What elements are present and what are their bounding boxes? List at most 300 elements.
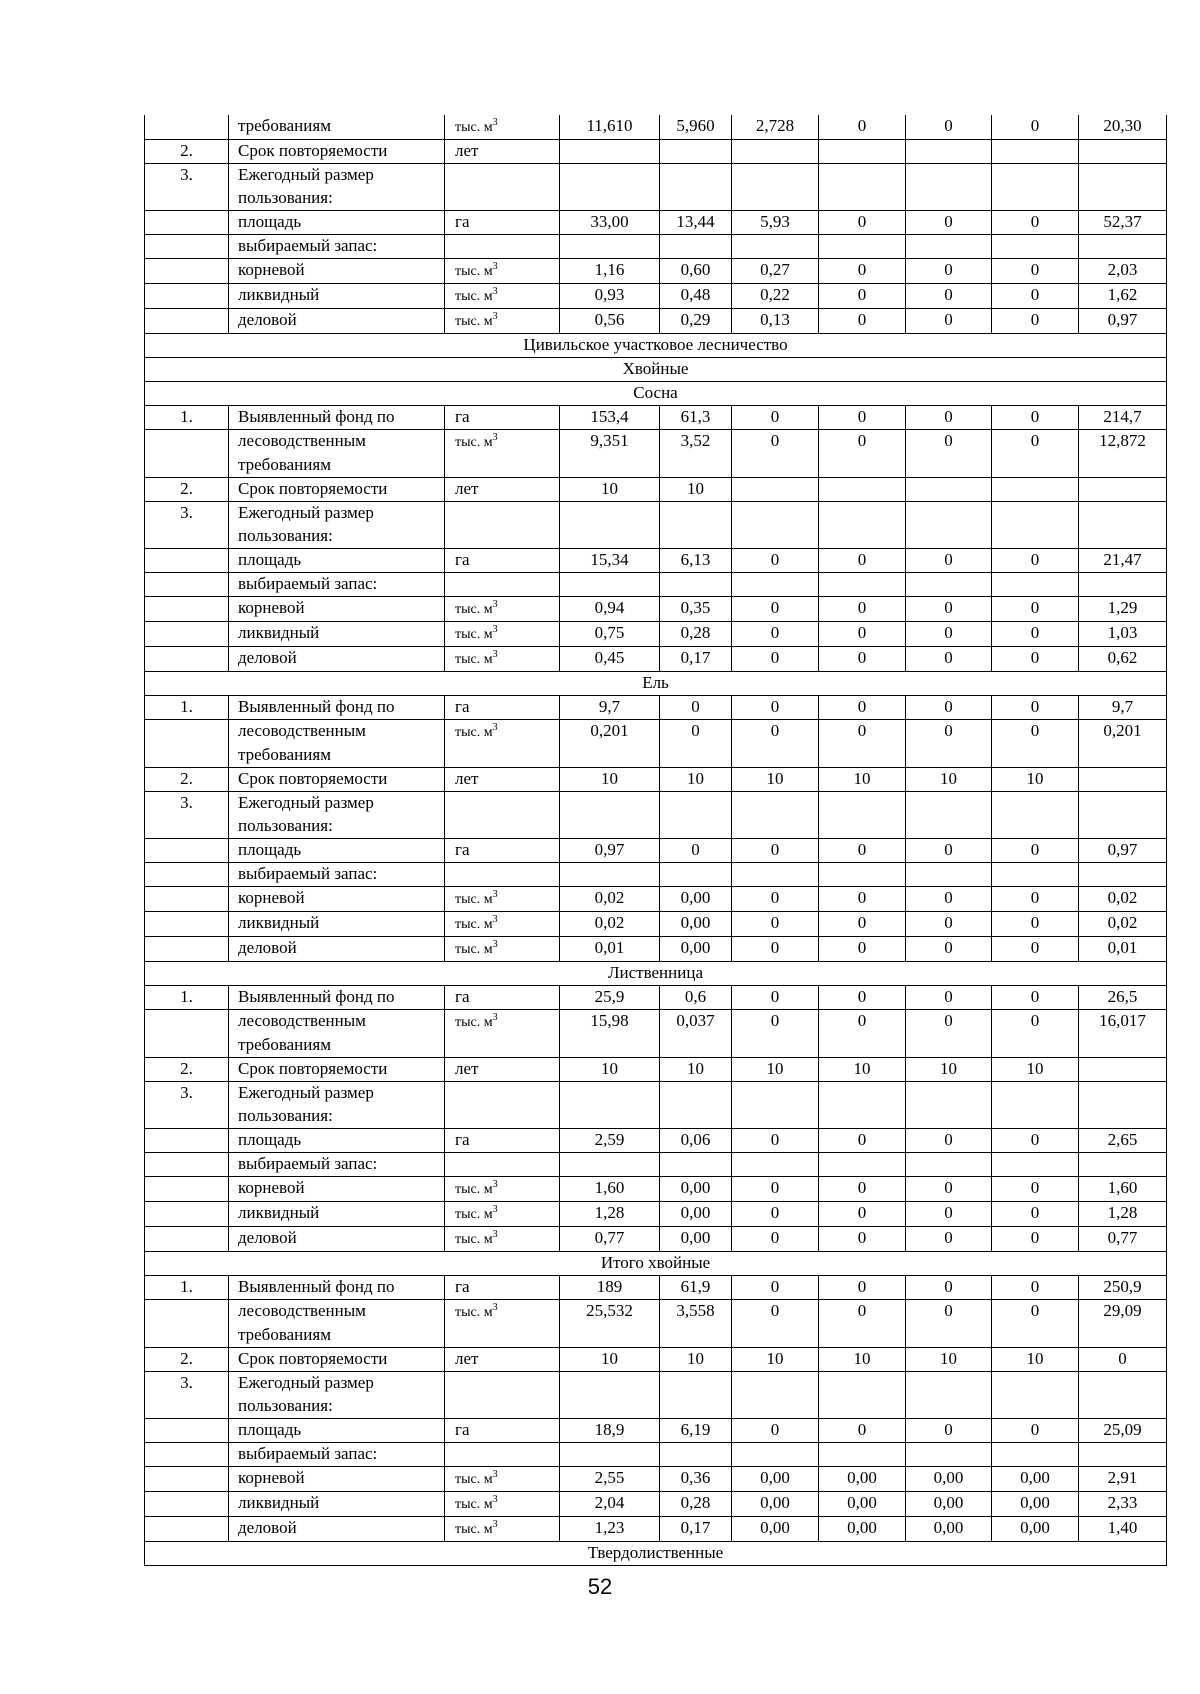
unit-superscript: 3 bbox=[492, 286, 498, 297]
value-cell bbox=[660, 1153, 732, 1177]
unit-cell bbox=[445, 768, 560, 792]
value-cell: 1,16 bbox=[560, 259, 660, 284]
unit-cell bbox=[445, 1443, 560, 1467]
indicator-name-cell: корневой bbox=[229, 259, 445, 284]
unit-cell bbox=[445, 1153, 560, 1177]
unit-superscript: 3 bbox=[492, 1494, 498, 1505]
value-cell: 10 bbox=[992, 768, 1079, 792]
value-cell bbox=[560, 1372, 660, 1396]
value-cell: 1,03 bbox=[1079, 622, 1167, 647]
value-cell bbox=[560, 1443, 660, 1467]
unit-text: тыс. м bbox=[455, 264, 493, 279]
value-cell: 21,47 bbox=[1079, 549, 1167, 573]
row-number-cell bbox=[145, 1300, 229, 1325]
value-cell bbox=[560, 454, 660, 478]
row-number-cell bbox=[145, 284, 229, 309]
value-cell: 6,19 bbox=[660, 1419, 732, 1443]
value-cell: 0 bbox=[906, 696, 992, 720]
unit-superscript: 3 bbox=[492, 117, 498, 128]
value-cell: 0 bbox=[819, 406, 906, 430]
value-cell bbox=[1079, 1443, 1167, 1467]
unit-cell bbox=[445, 115, 560, 140]
section-title: Цивильское участковое лесничество bbox=[145, 334, 1167, 358]
value-cell: 0,00 bbox=[906, 1517, 992, 1542]
value-cell: 0 bbox=[906, 1300, 992, 1325]
indicator-name-cell: требованиям bbox=[229, 1324, 445, 1348]
unit-cell bbox=[445, 986, 560, 1010]
row-number-cell bbox=[145, 1153, 229, 1177]
value-cell bbox=[906, 1443, 992, 1467]
value-cell bbox=[819, 478, 906, 502]
value-cell bbox=[732, 140, 819, 164]
value-cell bbox=[732, 1443, 819, 1467]
unit-cell bbox=[445, 211, 560, 235]
value-cell: 10 bbox=[732, 1348, 819, 1372]
section-header-row bbox=[145, 382, 1167, 406]
value-cell: 0 bbox=[992, 986, 1079, 1010]
value-cell: 9,351 bbox=[560, 430, 660, 455]
value-cell: 1,62 bbox=[1079, 284, 1167, 309]
unit-text: лет bbox=[455, 1349, 479, 1368]
row-number-cell bbox=[145, 1492, 229, 1517]
row-number-cell: 1. bbox=[145, 406, 229, 430]
value-cell: 13,44 bbox=[660, 211, 732, 235]
value-cell: 0 bbox=[906, 720, 992, 745]
section-header-row bbox=[145, 358, 1167, 382]
row-number-cell bbox=[145, 1034, 229, 1058]
unit-cell bbox=[445, 1082, 560, 1106]
table-row bbox=[145, 1010, 1167, 1035]
value-cell: 0 bbox=[819, 1227, 906, 1252]
value-cell: 0,22 bbox=[732, 284, 819, 309]
section-header-row bbox=[145, 1252, 1167, 1276]
table-row bbox=[145, 1443, 1167, 1467]
value-cell: 1,28 bbox=[560, 1202, 660, 1227]
value-cell: 0 bbox=[819, 1276, 906, 1300]
indicator-name-cell: площадь bbox=[229, 839, 445, 863]
value-cell: 0 bbox=[992, 647, 1079, 672]
indicator-name-cell: корневой bbox=[229, 597, 445, 622]
value-cell bbox=[906, 573, 992, 597]
unit-superscript: 3 bbox=[492, 1302, 498, 1313]
value-cell bbox=[819, 1324, 906, 1348]
value-cell bbox=[732, 525, 819, 549]
value-cell: 0,00 bbox=[906, 1492, 992, 1517]
value-cell: 25,09 bbox=[1079, 1419, 1167, 1443]
row-number-cell bbox=[145, 454, 229, 478]
indicator-name-cell: лесоводственным bbox=[229, 430, 445, 455]
indicator-name-cell: Срок повторяемости bbox=[229, 1348, 445, 1372]
value-cell bbox=[819, 525, 906, 549]
value-cell bbox=[906, 525, 992, 549]
value-cell bbox=[560, 1395, 660, 1419]
indicator-name-cell: требованиям bbox=[229, 744, 445, 768]
value-cell: 2,59 bbox=[560, 1129, 660, 1153]
value-cell bbox=[660, 1324, 732, 1348]
value-cell bbox=[660, 1034, 732, 1058]
table-row bbox=[145, 768, 1167, 792]
value-cell: 16,017 bbox=[1079, 1010, 1167, 1035]
value-cell: 0 bbox=[732, 1276, 819, 1300]
unit-cell bbox=[445, 259, 560, 284]
value-cell bbox=[560, 140, 660, 164]
row-number-cell bbox=[145, 1227, 229, 1252]
value-cell: 0,6 bbox=[660, 986, 732, 1010]
value-cell bbox=[819, 792, 906, 816]
row-number-cell bbox=[145, 622, 229, 647]
value-cell: 0,36 bbox=[660, 1467, 732, 1492]
value-cell: 0 bbox=[906, 1129, 992, 1153]
unit-superscript: 3 bbox=[492, 889, 498, 900]
table-row bbox=[145, 140, 1167, 164]
row-number-cell bbox=[145, 187, 229, 211]
value-cell bbox=[819, 1153, 906, 1177]
value-cell: 0 bbox=[732, 912, 819, 937]
value-cell: 25,532 bbox=[560, 1300, 660, 1325]
table-row bbox=[145, 1419, 1167, 1443]
section-title: Лиственница bbox=[145, 962, 1167, 986]
unit-cell bbox=[445, 1058, 560, 1082]
value-cell: 0 bbox=[732, 1177, 819, 1202]
unit-superscript: 3 bbox=[492, 914, 498, 925]
unit-cell bbox=[445, 1276, 560, 1300]
indicator-name-cell: лесоводственным bbox=[229, 1010, 445, 1035]
value-cell bbox=[819, 454, 906, 478]
value-cell: 10 bbox=[819, 1348, 906, 1372]
value-cell: 0,35 bbox=[660, 597, 732, 622]
value-cell: 2,91 bbox=[1079, 1467, 1167, 1492]
value-cell bbox=[660, 1395, 732, 1419]
value-cell: 250,9 bbox=[1079, 1276, 1167, 1300]
value-cell: 10 bbox=[660, 1058, 732, 1082]
value-cell bbox=[660, 815, 732, 839]
unit-cell bbox=[445, 573, 560, 597]
value-cell: 9,7 bbox=[1079, 696, 1167, 720]
indicator-name-cell: Срок повторяемости bbox=[229, 1058, 445, 1082]
value-cell bbox=[992, 573, 1079, 597]
unit-cell bbox=[445, 1419, 560, 1443]
value-cell: 0 bbox=[992, 115, 1079, 140]
unit-text: га bbox=[455, 1420, 470, 1439]
value-cell bbox=[906, 478, 992, 502]
table-row bbox=[145, 1227, 1167, 1252]
table-row bbox=[145, 259, 1167, 284]
unit-cell bbox=[445, 1010, 560, 1035]
value-cell bbox=[819, 140, 906, 164]
value-cell: 0,17 bbox=[660, 647, 732, 672]
unit-text: тыс. м bbox=[455, 627, 493, 642]
unit-text: га bbox=[455, 212, 470, 231]
unit-cell bbox=[445, 164, 560, 188]
unit-cell bbox=[445, 1202, 560, 1227]
value-cell: 0 bbox=[992, 259, 1079, 284]
value-cell: 0 bbox=[992, 720, 1079, 745]
value-cell: 0 bbox=[819, 720, 906, 745]
value-cell bbox=[560, 1105, 660, 1129]
value-cell: 0 bbox=[732, 887, 819, 912]
value-cell bbox=[560, 164, 660, 188]
value-cell bbox=[819, 815, 906, 839]
value-cell: 1,29 bbox=[1079, 597, 1167, 622]
value-cell: 0 bbox=[732, 1129, 819, 1153]
value-cell: 2,55 bbox=[560, 1467, 660, 1492]
indicator-name-cell: Ежегодный размер bbox=[229, 502, 445, 526]
unit-text: га bbox=[455, 1277, 470, 1296]
indicator-name-cell: лесоводственным bbox=[229, 1300, 445, 1325]
value-cell: 0 bbox=[819, 284, 906, 309]
unit-cell bbox=[445, 792, 560, 816]
indicator-name-cell: корневой bbox=[229, 887, 445, 912]
value-cell bbox=[660, 1082, 732, 1106]
unit-cell bbox=[445, 1034, 560, 1058]
value-cell: 0 bbox=[992, 887, 1079, 912]
value-cell bbox=[1079, 1395, 1167, 1419]
value-cell: 0 bbox=[732, 597, 819, 622]
table-row bbox=[145, 454, 1167, 478]
value-cell bbox=[1079, 235, 1167, 259]
value-cell bbox=[819, 1372, 906, 1396]
table-row bbox=[145, 1276, 1167, 1300]
value-cell: 0 bbox=[819, 597, 906, 622]
value-cell: 0,201 bbox=[1079, 720, 1167, 745]
section-title: Ель bbox=[145, 672, 1167, 696]
value-cell: 0,00 bbox=[660, 887, 732, 912]
value-cell: 0,00 bbox=[819, 1467, 906, 1492]
value-cell: 0 bbox=[819, 839, 906, 863]
value-cell: 0 bbox=[992, 1276, 1079, 1300]
value-cell bbox=[906, 1105, 992, 1129]
row-number-cell bbox=[145, 1467, 229, 1492]
unit-cell bbox=[445, 863, 560, 887]
row-number-cell bbox=[145, 815, 229, 839]
value-cell bbox=[992, 1372, 1079, 1396]
value-cell bbox=[732, 815, 819, 839]
value-cell: 0,00 bbox=[732, 1492, 819, 1517]
value-cell: 0 bbox=[992, 696, 1079, 720]
value-cell: 0 bbox=[732, 430, 819, 455]
value-cell bbox=[560, 187, 660, 211]
indicator-name-cell: ликвидный bbox=[229, 284, 445, 309]
value-cell: 10 bbox=[992, 1348, 1079, 1372]
unit-cell bbox=[445, 235, 560, 259]
section-title: Хвойные bbox=[145, 358, 1167, 382]
table-row bbox=[145, 1300, 1167, 1325]
value-cell: 0 bbox=[732, 696, 819, 720]
value-cell: 0,93 bbox=[560, 284, 660, 309]
value-cell bbox=[560, 863, 660, 887]
row-number-cell bbox=[145, 1105, 229, 1129]
value-cell: 10 bbox=[560, 1058, 660, 1082]
value-cell: 0 bbox=[906, 309, 992, 334]
indicator-name-cell: Выявленный фонд по bbox=[229, 1276, 445, 1300]
value-cell bbox=[1079, 140, 1167, 164]
value-cell bbox=[906, 164, 992, 188]
table-row bbox=[145, 309, 1167, 334]
value-cell: 0 bbox=[819, 912, 906, 937]
indicator-name-cell: пользования: bbox=[229, 1105, 445, 1129]
value-cell: 0,00 bbox=[660, 1227, 732, 1252]
value-cell: 0 bbox=[732, 1202, 819, 1227]
indicator-name-cell: лесоводственным bbox=[229, 720, 445, 745]
indicator-name-cell: Выявленный фонд по bbox=[229, 986, 445, 1010]
value-cell: 0,00 bbox=[732, 1467, 819, 1492]
table-row bbox=[145, 115, 1167, 140]
value-cell: 0,02 bbox=[1079, 912, 1167, 937]
value-cell bbox=[819, 1082, 906, 1106]
page-number: 52 bbox=[587, 1574, 613, 1599]
value-cell: 0,94 bbox=[560, 597, 660, 622]
unit-cell bbox=[445, 647, 560, 672]
value-cell: 0 bbox=[819, 986, 906, 1010]
unit-cell bbox=[445, 622, 560, 647]
value-cell: 0,77 bbox=[560, 1227, 660, 1252]
table-row bbox=[145, 937, 1167, 962]
value-cell: 10 bbox=[732, 768, 819, 792]
table-row bbox=[145, 792, 1167, 816]
value-cell bbox=[732, 1153, 819, 1177]
unit-cell bbox=[445, 525, 560, 549]
table-row bbox=[145, 1105, 1167, 1129]
value-cell: 0 bbox=[906, 1276, 992, 1300]
value-cell: 10 bbox=[819, 768, 906, 792]
value-cell: 0 bbox=[660, 696, 732, 720]
table-row bbox=[145, 1034, 1167, 1058]
value-cell bbox=[819, 1105, 906, 1129]
table-row bbox=[145, 1395, 1167, 1419]
value-cell bbox=[992, 1395, 1079, 1419]
value-cell: 10 bbox=[906, 1058, 992, 1082]
indicator-name-cell: площадь bbox=[229, 211, 445, 235]
row-number-cell bbox=[145, 259, 229, 284]
unit-cell bbox=[445, 187, 560, 211]
row-number-cell bbox=[145, 549, 229, 573]
value-cell: 10 bbox=[906, 768, 992, 792]
value-cell bbox=[819, 187, 906, 211]
value-cell bbox=[560, 792, 660, 816]
value-cell bbox=[1079, 1324, 1167, 1348]
row-number-cell bbox=[145, 525, 229, 549]
unit-cell bbox=[445, 815, 560, 839]
value-cell bbox=[560, 815, 660, 839]
value-cell bbox=[992, 502, 1079, 526]
value-cell: 0 bbox=[819, 887, 906, 912]
value-cell: 0 bbox=[992, 406, 1079, 430]
value-cell: 5,93 bbox=[732, 211, 819, 235]
unit-cell bbox=[445, 1372, 560, 1396]
unit-cell bbox=[445, 1129, 560, 1153]
value-cell: 0 bbox=[992, 549, 1079, 573]
row-number-cell bbox=[145, 211, 229, 235]
value-cell: 10 bbox=[560, 478, 660, 502]
unit-text: тыс. м bbox=[455, 1207, 493, 1222]
table-row bbox=[145, 187, 1167, 211]
value-cell bbox=[906, 502, 992, 526]
unit-text: тыс. м bbox=[455, 942, 493, 957]
value-cell: 0 bbox=[1079, 1348, 1167, 1372]
row-number-cell: 3. bbox=[145, 164, 229, 188]
indicator-name-cell: пользования: bbox=[229, 187, 445, 211]
row-number-cell bbox=[145, 1395, 229, 1419]
unit-cell bbox=[445, 309, 560, 334]
table-row bbox=[145, 525, 1167, 549]
value-cell bbox=[560, 502, 660, 526]
indicator-name-cell: пользования: bbox=[229, 1395, 445, 1419]
value-cell: 0,27 bbox=[732, 259, 819, 284]
unit-text: га bbox=[455, 697, 470, 716]
value-cell: 0 bbox=[819, 115, 906, 140]
indicator-name-cell: требованиям bbox=[229, 454, 445, 478]
row-number-cell: 3. bbox=[145, 1082, 229, 1106]
value-cell: 1,60 bbox=[1079, 1177, 1167, 1202]
value-cell: 0 bbox=[992, 1010, 1079, 1035]
value-cell: 0,62 bbox=[1079, 647, 1167, 672]
value-cell: 10 bbox=[732, 1058, 819, 1082]
value-cell bbox=[906, 1372, 992, 1396]
value-cell: 0,00 bbox=[819, 1492, 906, 1517]
value-cell: 0 bbox=[660, 720, 732, 745]
unit-cell bbox=[445, 478, 560, 502]
value-cell: 0 bbox=[819, 430, 906, 455]
value-cell bbox=[819, 744, 906, 768]
value-cell: 0,00 bbox=[992, 1467, 1079, 1492]
value-cell: 0 bbox=[732, 647, 819, 672]
value-cell: 0 bbox=[819, 1300, 906, 1325]
value-cell bbox=[660, 525, 732, 549]
row-number-cell bbox=[145, 744, 229, 768]
indicator-name-cell: пользования: bbox=[229, 525, 445, 549]
unit-superscript: 3 bbox=[492, 722, 498, 733]
value-cell bbox=[732, 164, 819, 188]
value-cell bbox=[560, 525, 660, 549]
unit-cell bbox=[445, 887, 560, 912]
unit-text: лет bbox=[455, 479, 479, 498]
value-cell: 0,06 bbox=[660, 1129, 732, 1153]
value-cell: 0 bbox=[732, 622, 819, 647]
value-cell: 0 bbox=[732, 549, 819, 573]
value-cell bbox=[1079, 1058, 1167, 1082]
value-cell: 29,09 bbox=[1079, 1300, 1167, 1325]
value-cell bbox=[732, 863, 819, 887]
unit-text: лет bbox=[455, 769, 479, 788]
value-cell bbox=[1079, 768, 1167, 792]
section-title: Сосна bbox=[145, 382, 1167, 406]
value-cell bbox=[819, 1443, 906, 1467]
value-cell: 0 bbox=[732, 839, 819, 863]
indicator-name-cell: выбираемый запас: bbox=[229, 1443, 445, 1467]
indicator-name-cell: Срок повторяемости bbox=[229, 478, 445, 502]
forest-fund-table bbox=[144, 115, 1167, 1566]
unit-cell bbox=[445, 1227, 560, 1252]
row-number-cell: 2. bbox=[145, 140, 229, 164]
value-cell: 25,9 bbox=[560, 986, 660, 1010]
value-cell: 0,02 bbox=[560, 912, 660, 937]
table-row bbox=[145, 1202, 1167, 1227]
unit-superscript: 3 bbox=[492, 1469, 498, 1480]
indicator-name-cell: площадь bbox=[229, 1129, 445, 1153]
unit-text: тыс. м bbox=[455, 314, 493, 329]
value-cell bbox=[560, 1153, 660, 1177]
indicator-name-cell: Ежегодный размер bbox=[229, 792, 445, 816]
table-row bbox=[145, 1517, 1167, 1542]
unit-text: тыс. м bbox=[455, 725, 493, 740]
value-cell: 10 bbox=[660, 478, 732, 502]
unit-text: га bbox=[455, 840, 470, 859]
indicator-name-cell: Срок повторяемости bbox=[229, 140, 445, 164]
value-cell: 0 bbox=[906, 1202, 992, 1227]
value-cell bbox=[992, 140, 1079, 164]
value-cell bbox=[560, 1324, 660, 1348]
value-cell: 0 bbox=[906, 549, 992, 573]
